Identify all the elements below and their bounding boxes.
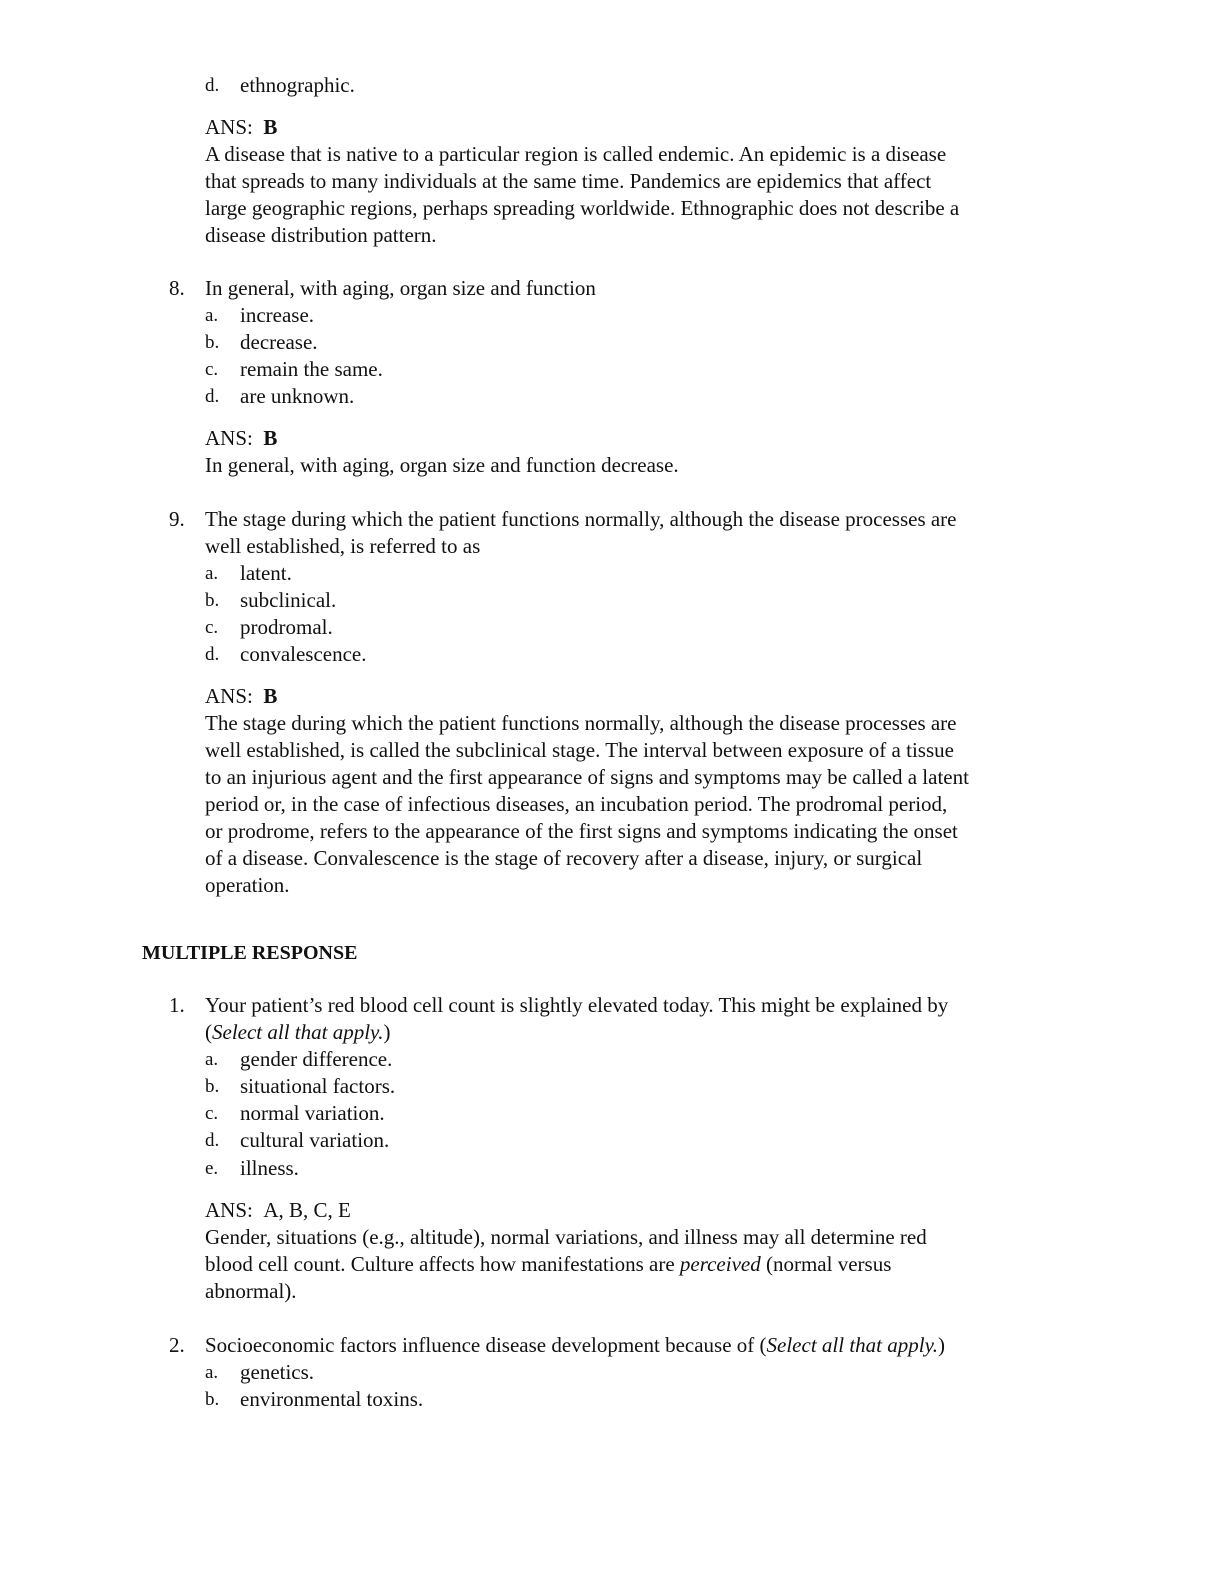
q7-rationale-line: disease distribution pattern. <box>205 223 437 247</box>
mr1-option-letter: a. <box>205 1049 219 1070</box>
paren: ) <box>383 1020 391 1044</box>
q9-rationale-line: well established, is called the subclinical stage. The interval between exposure of a tissue <box>205 738 954 762</box>
mr1-option-letter: e. <box>205 1158 219 1179</box>
answer-key: B <box>263 426 278 450</box>
mr1-option-text: situational factors. <box>240 1074 396 1098</box>
q9-option-text: prodromal. <box>240 615 333 639</box>
rationale-text: (normal versus <box>760 1252 892 1276</box>
mr1-stem-line <box>205 1019 390 1046</box>
mr1-option-text: cultural variation. <box>240 1128 390 1152</box>
mr1-answer <box>205 1197 351 1224</box>
q9-option-letter: b. <box>205 590 220 611</box>
mr1-option-letter: d. <box>205 1130 220 1151</box>
q9-rationale-line: to an injurious agent and the first appearance of signs and symptoms may be called a latent <box>205 765 969 789</box>
q7-rationale-line: that spreads to many individuals at the same time. Pandemics are epidemics that affect <box>205 169 932 193</box>
select-all-instruction: Select all that apply. <box>766 1333 938 1357</box>
paren: ) <box>938 1333 945 1357</box>
q9-option-text: latent. <box>240 561 292 585</box>
q9-stem-line: The stage during which the patient functions normally, although the disease processes are <box>205 507 957 531</box>
section-heading: MULTIPLE RESPONSE <box>142 942 358 964</box>
q9-option-text: convalescence. <box>240 642 367 666</box>
q8-option-letter: d. <box>205 386 220 407</box>
answer-label: ANS: <box>205 115 253 139</box>
mr2-option-text: environmental toxins. <box>240 1387 424 1411</box>
q8-number: 8. <box>169 276 185 300</box>
mr1-rationale-line: abnormal). <box>205 1279 297 1303</box>
q8-stem: In general, with aging, organ size and function <box>205 276 596 300</box>
mr1-option-text: illness. <box>240 1156 299 1180</box>
q9-rationale-line: or prodrome, refers to the appearance of the first signs and symptoms indicating the onset <box>205 819 958 843</box>
mr2-option-text: genetics. <box>240 1360 315 1384</box>
rationale-text: blood cell count. Culture affects how manifestations are <box>205 1252 680 1276</box>
mr2-option-letter: a. <box>205 1362 219 1383</box>
mr2-stem <box>205 1332 945 1359</box>
mr1-number: 1. <box>169 993 185 1017</box>
mr1-rationale-line <box>205 1251 891 1278</box>
answer-label: ANS: <box>205 1198 253 1222</box>
q9-number: 9. <box>169 507 185 531</box>
answer-key: B <box>263 115 278 139</box>
answer-label: ANS: <box>205 426 253 450</box>
mr2-number: 2. <box>169 1333 185 1357</box>
mr1-option-letter: c. <box>205 1103 219 1124</box>
mr1-option-text: gender difference. <box>240 1047 393 1071</box>
q9-option-text: subclinical. <box>240 588 337 612</box>
mr2-option-letter: b. <box>205 1389 220 1410</box>
q7-rationale-line: A disease that is native to a particular region is called endemic. An epidemic is a disease <box>205 142 947 166</box>
q9-answer <box>205 683 277 710</box>
mr1-rationale-line: Gender, situations (e.g., altitude), normal variations, and illness may all determine red <box>205 1225 927 1249</box>
q9-rationale-line: period or, in the case of infectious diseases, an incubation period. The prodromal period, <box>205 792 948 816</box>
q9-rationale-line: The stage during which the patient functions normally, although the disease processes are <box>205 711 957 735</box>
q9-stem-line: well established, is referred to as <box>205 534 481 558</box>
q8-option-letter: a. <box>205 305 219 326</box>
paren: ( <box>205 1020 212 1044</box>
answer-key: B <box>263 684 278 708</box>
q7-answer <box>205 114 277 141</box>
q9-option-letter: a. <box>205 563 219 584</box>
q8-option-text: are unknown. <box>240 384 355 408</box>
q8-option-text: decrease. <box>240 330 318 354</box>
q9-option-letter: c. <box>205 617 219 638</box>
answer-key: A, B, C, E <box>263 1198 351 1222</box>
q7-option-d-letter: d. <box>205 75 220 96</box>
q9-rationale-line: of a disease. Convalescence is the stage of recovery after a disease, injury, or surgical <box>205 846 923 870</box>
mr1-option-letter: b. <box>205 1076 220 1097</box>
mr1-stem-line: Your patient’s red blood cell count is slightly elevated today. This might be explained by <box>205 993 949 1017</box>
q8-rationale-line: In general, with aging, organ size and function decrease. <box>205 453 679 477</box>
q8-answer <box>205 425 277 452</box>
q7-option-d-text: ethnographic. <box>240 73 355 97</box>
q9-option-letter: d. <box>205 644 220 665</box>
q8-option-letter: b. <box>205 332 220 353</box>
q7-rationale-line: large geographic regions, perhaps spreading worldwide. Ethnographic does not describe a <box>205 196 960 220</box>
q8-option-text: increase. <box>240 303 315 327</box>
select-all-instruction: Select all that apply. <box>212 1020 384 1044</box>
stem-text: Socioeconomic factors influence disease development because of ( <box>205 1333 767 1357</box>
q9-rationale-line: operation. <box>205 873 290 897</box>
q8-option-text: remain the same. <box>240 357 383 381</box>
answer-label: ANS: <box>205 684 253 708</box>
rationale-emphasis: perceived <box>679 1252 761 1276</box>
q8-option-letter: c. <box>205 359 219 380</box>
mr1-option-text: normal variation. <box>240 1101 385 1125</box>
